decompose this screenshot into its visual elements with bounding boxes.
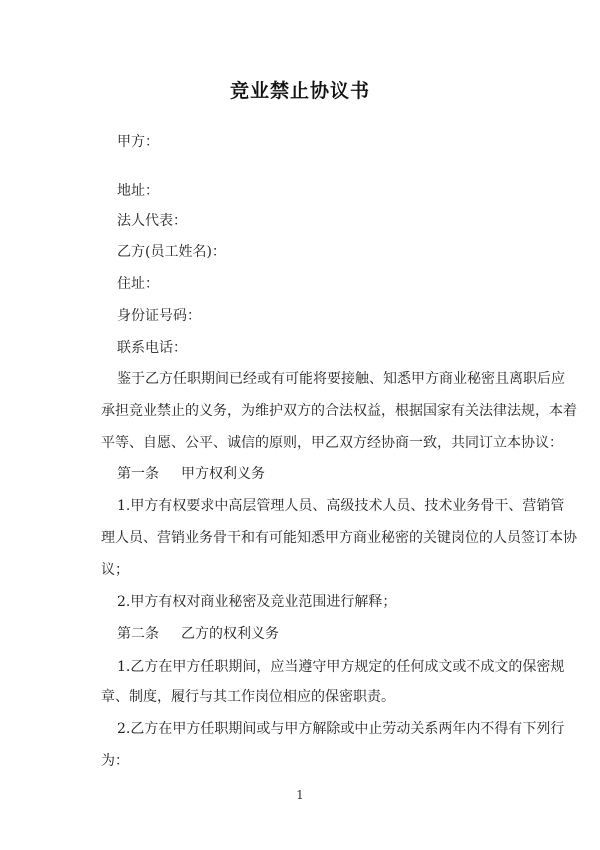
preamble-line-3: 平等、自愿、公平、诚信的原则，甲乙双方经协商一致，共同订立本协议： xyxy=(101,435,563,451)
article-1-heading xyxy=(117,463,265,483)
article-2-title: 乙方的权利义务 xyxy=(181,626,279,642)
article-2-clause-1-line-1: 1.乙方在甲方任职期间，应当遵守甲方规定的任何成文或不成文的保密规 xyxy=(117,659,565,675)
party-b-field: 乙方(员工姓名)： xyxy=(117,244,226,260)
article-1-number: 第一条 xyxy=(117,466,159,482)
residence-field: 住址： xyxy=(117,276,159,292)
article-1-title: 甲方权利义务 xyxy=(181,466,265,482)
article-1-clause-1-line-1: 1.甲方有权要求中高层管理人员、高级技术人员、技术业务骨干、营销管 xyxy=(117,498,565,514)
phone-field: 联系电话： xyxy=(117,340,187,356)
article-2-clause-2-line-1: 2.乙方在甲方任职期间或与甲方解除或中止劳动关系两年内不得有下列行 xyxy=(117,721,565,737)
article-2-number: 第二条 xyxy=(117,626,159,642)
legal-rep-field: 法人代表： xyxy=(117,213,187,229)
page-number: 1 xyxy=(296,788,304,802)
article-1-clause-1-line-2: 理人员、营销业务骨干和有可能知悉甲方商业秘密的关键岗位的人员签订本协 xyxy=(101,530,577,546)
article-2-clause-2-line-2: 为： xyxy=(101,753,129,769)
address-field: 地址： xyxy=(117,183,159,199)
article-1-clause-1-line-3: 议； xyxy=(101,562,129,578)
id-number-field: 身份证号码： xyxy=(117,308,201,324)
party-a-field: 甲方： xyxy=(117,134,159,150)
document-title: 竞业禁止协议书 xyxy=(229,80,370,102)
article-1-clause-2: 2.甲方有权对商业秘密及竞业范围进行解释； xyxy=(117,594,397,610)
preamble-line-1: 鉴于乙方任职期间已经或有可能将要接触、知悉甲方商业秘密且离职后应 xyxy=(117,371,565,387)
article-2-heading xyxy=(117,623,279,643)
preamble-line-2: 承担竞业禁止的义务，为维护双方的合法权益，根据国家有关法律法规，本着 xyxy=(101,403,577,419)
article-2-clause-1-line-2: 章、制度，履行与其工作岗位相应的保密职责。 xyxy=(101,689,395,705)
